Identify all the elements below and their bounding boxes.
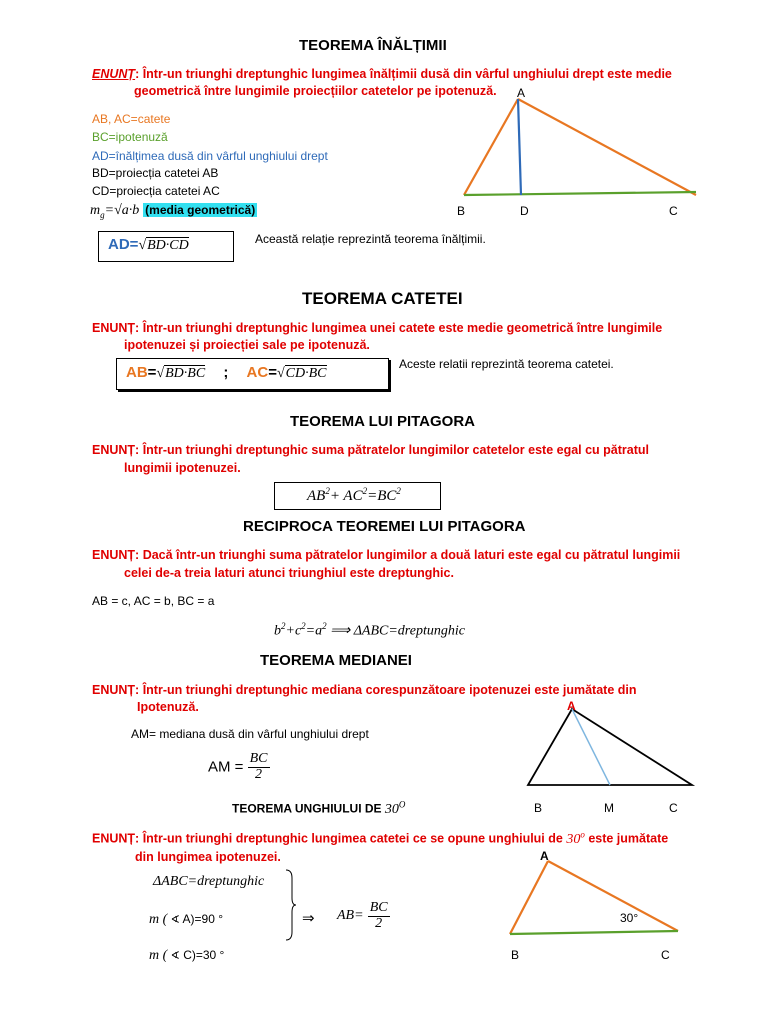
cateta-ab [510, 861, 548, 934]
point-label-c: C [669, 801, 678, 815]
enunt-unghi30-text-b: este jumătate [588, 831, 669, 846]
legend-inaltime: AD=înălțimea dusă din vârful unghiului drept [92, 149, 328, 163]
ipotenuza-bc [464, 192, 696, 195]
hyp3-m: m ( [149, 948, 168, 963]
relation-note-inaltime: Această relație reprezintă teorema înălțimii. [255, 232, 486, 246]
ab-label: AB [126, 364, 148, 381]
formula-catetei: AB=√BD·BC ; AC=√CD·BC [126, 364, 327, 381]
point-label-b: B [534, 801, 543, 815]
media-geometrica-row: $m_g=√a\cdot b$ (media geometrică) [90, 203, 256, 220]
frac-num: BC [249, 751, 268, 766]
unghi30-title-text: TEOREMA UNGHIULUI DE [232, 801, 382, 816]
enunt-pitagora-line1: ENUNȚ: Într-un triunghi dreptunghic suma pătratelor lungimilor catetelor este egal cu pătratul [92, 443, 650, 457]
triangle-mediana-diagram [520, 705, 700, 790]
point-label-a: A [567, 699, 576, 713]
cateta-ac [518, 99, 696, 195]
mg-formula: √a·b [114, 203, 140, 218]
triangle-abc [528, 709, 692, 785]
triangle-unghi30-diagram [500, 855, 685, 940]
brace-icon [284, 868, 298, 942]
hypothesis-1: ΔABC=dreptunghic [153, 874, 265, 889]
hypothesis-3 [149, 948, 224, 964]
formula-unghi30 [337, 901, 390, 931]
enunt-unghi30-text-a: ENUNȚ: Într-un triunghi dreptunghic lungimea catetei ce se opune unghiului de [92, 831, 563, 846]
ad-label: AD= [108, 236, 139, 253]
ac-formula: CD·BC [285, 366, 327, 381]
enunt-pitagora-line2: lungimii ipotenuzei. [124, 461, 241, 475]
section-title-reciproca: RECIPROCA TEOREMEI LUI PITAGORA [243, 518, 526, 535]
enunt-catetei-line1: ENUNȚ: Într-un triunghi dreptunghic lungimea unei catete este medie geometrică între lungimile [92, 321, 663, 335]
hyp2-value: A)=90 ° [182, 912, 224, 926]
notation-reciproca: AB = c, AC = b, BC = a [92, 594, 215, 608]
am-label: AM = [208, 758, 244, 776]
ab-formula: BD·BC [165, 366, 206, 381]
point-label-m: M [604, 801, 614, 815]
implication-text: ΔABC=dreptunghic [353, 623, 465, 639]
enunt-unghi30-line1: ENUNȚ: Într-un triunghi dreptunghic lungimea catetei ce se opune unghiului de 30$^o$ este jumătate [92, 829, 669, 847]
enunt-label: ENUNȚ [92, 67, 136, 81]
section-title-mediana: TEOREMA MEDIANEI [260, 652, 412, 669]
point-label-b: B [511, 948, 520, 962]
enunt-inaltime-line2: geometrică între lungimile proiecțiilor catetelor pe ipotenuză. [134, 84, 497, 98]
cateta-ac [548, 861, 678, 931]
formula-separator: ; [223, 364, 229, 381]
enunt-inaltime-line1 [92, 67, 672, 81]
section-title-catetei: TEOREMA CATETEI [302, 289, 463, 308]
triangle-inaltime-diagram [450, 85, 710, 220]
enunt-text: : Într-un triunghi dreptunghic lungimea înălțimii dusă din vârful unghiului drept este medie [135, 67, 672, 81]
hyp2-m: m ( [149, 912, 168, 927]
unghi30-title-angle: 30 [384, 801, 399, 817]
section-title-unghi30: TEOREMA UNGHIULUI DE $30^O$ [232, 799, 406, 817]
point-label-a: A [540, 849, 549, 863]
point-label-c: C [669, 204, 678, 218]
cateta-ab [464, 99, 518, 195]
section-title-pitagora: TEOREMA LUI PITAGORA [290, 413, 475, 430]
point-label-c: C [661, 948, 670, 962]
note-catetei: Aceste relatii reprezintă teorema catetei. [399, 357, 614, 371]
formula-mediana [208, 752, 270, 782]
enunt-mediana-line2: Ipotenuză. [137, 700, 199, 714]
point-label-a: A [517, 86, 526, 100]
legend-proiectie-ab: BD=proiecția catetei AB [92, 166, 219, 180]
hyp3-value: C)=30 ° [183, 948, 225, 962]
angle-icon: ∢ [170, 914, 180, 926]
point-label-b: B [457, 204, 466, 218]
angle-icon: ∢ [170, 950, 180, 962]
enunt-reciproca-line1: ENUNȚ: Dacă într-un triunghi suma pătratelor lungimilor a două laturi este egal cu pătratul lungimii [92, 548, 681, 562]
legend-proiectie-ac: CD=proiecția catetei AC [92, 184, 220, 198]
media-geometrica-label: (media geometrică) [145, 203, 256, 217]
mediana-definition: AM= mediana dusă din vârful unghiului drept [131, 727, 369, 741]
enunt-unghi30-line2: din lungimea ipotenuzei. [135, 850, 281, 864]
ad-formula: BD·CD [147, 238, 189, 253]
formula-pitagora: $AB^2+ AC^2=BC^2$ [307, 486, 401, 504]
ac-label: AC [246, 364, 269, 381]
inaltime-ad [518, 99, 521, 195]
frac-num: BC [369, 900, 388, 915]
hypothesis-2 [149, 912, 223, 928]
point-label-d: D [520, 204, 529, 218]
formula-reciproca: $b^2+c^2=a^2$ ⟹ ΔABC=dreptunghic [274, 621, 465, 639]
section-title-inaltime: TEOREMA ÎNĂLȚIMII [299, 37, 447, 54]
angle-label-30: 30° [620, 911, 639, 925]
legend-ipotenuza: BC=ipotenuză [92, 130, 168, 144]
implies-arrow: ⇒ [302, 910, 315, 927]
enunt-catetei-line2: ipotenuzei și proiecției sale pe ipotenuză. [124, 338, 370, 352]
frac-den: 2 [375, 915, 383, 931]
enunt-mediana-line1: ENUNȚ: Într-un triunghi dreptunghic mediana corespunzătoare ipotenuzei este jumătate din [92, 683, 637, 697]
ipotenuza-bc [510, 931, 678, 934]
frac-den: 2 [255, 766, 263, 782]
enunt-reciproca-line2: celei de-a treia laturi atunci triunghiul este dreptunghic. [124, 566, 454, 580]
legend-catete: AB, AC=catete [92, 112, 171, 126]
enunt-unghi30-angle: 30 [566, 831, 581, 847]
formula-ad: AD=√BD·CD [108, 236, 189, 253]
result-label: AB= [337, 908, 364, 924]
